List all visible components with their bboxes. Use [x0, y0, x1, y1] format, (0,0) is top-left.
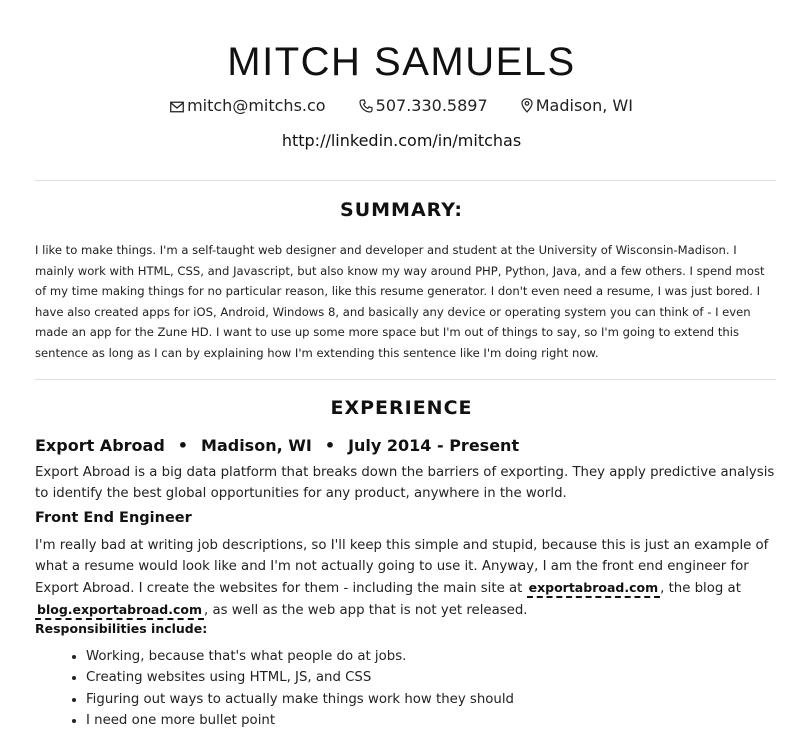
role-desc-part1: I'm really bad at writing job descriptions, so I'll keep this simple and stupid, because this is just an example of what a resume would look like and I'm not actually going to use it. Anyway, I am the front end engineer for Export Abroad. I create the websites for them - including the main site at — [35, 538, 769, 596]
job-location: Madison, WI — [201, 436, 312, 455]
summary-divider — [35, 379, 776, 380]
header-divider — [35, 180, 776, 181]
job-description: Export Abroad is a big data platform that breaks down the barriers of exporting. They apply predictive analysis to identify the best global opportunities for any product, anywhere in the world. — [35, 465, 775, 501]
contact-location — [521, 96, 633, 115]
list-item: • I need one more bullet point — [86, 710, 514, 731]
phone-icon — [359, 99, 373, 113]
contact-email[interactable] — [170, 96, 326, 115]
job-heading — [35, 436, 519, 455]
role-desc-part2: , the blog at — [660, 581, 741, 596]
map-pin-icon — [521, 98, 533, 113]
blog-link[interactable]: blog.exportabroad.com — [35, 602, 204, 620]
role-title: Front End Engineer — [35, 510, 192, 526]
list-item: • Creating websites using HTML, JS, and CSS — [86, 667, 514, 688]
role-desc-part3: , as well as the web app that is not yet released. — [204, 603, 528, 618]
summary-heading: SUMMARY: — [340, 199, 463, 221]
exportabroad-link[interactable]: exportabroad.com — [527, 580, 661, 598]
list-item: • Working, because that's what people do at jobs. — [86, 646, 514, 667]
summary-text: I like to make things. I'm a self-taught web designer and developer and student at the University of Wisconsin-Madison. I mainly work with HTML, CSS, and Javascript, but also know my way around PHP, Python, Java, and a few others. I spend most of my time making things for no particular reason, like this resume generator. I don't even need a resume, I was just bored. I have also created apps for iOS, Android, Windows 8, and basically any device or operating system you can think of - I even made an app for the Zune HD. I want to use up some more space but I'm out of things to say, so I'm going to extend this sentence as long as I can by explaining how I'm extending this sentence like I'm doing right now. — [35, 243, 765, 360]
envelope-icon — [170, 101, 184, 113]
experience-heading: EXPERIENCE — [330, 397, 473, 419]
location-text: Madison, WI — [535, 96, 633, 115]
heading-separator: • — [324, 436, 336, 455]
email-text: mitch@mitchs.co — [187, 96, 326, 115]
contact-phone[interactable] — [359, 96, 488, 115]
responsibilities-label: Responsibilities include: — [35, 621, 208, 636]
job-company: Export Abroad — [35, 436, 165, 455]
resume-name: MITCH SAMUELS — [227, 40, 576, 84]
linkedin-link[interactable]: http://linkedin.com/in/mitchas — [281, 131, 522, 150]
job-dates: July 2014 - Present — [348, 436, 520, 455]
phone-text: 507.330.5897 — [375, 96, 488, 115]
heading-separator: • — [177, 436, 189, 455]
responsibilities-list — [35, 646, 514, 731]
list-item: • Figuring out ways to actually make things work how they should — [86, 689, 514, 710]
role-description — [35, 535, 777, 621]
contact-row — [0, 96, 803, 115]
